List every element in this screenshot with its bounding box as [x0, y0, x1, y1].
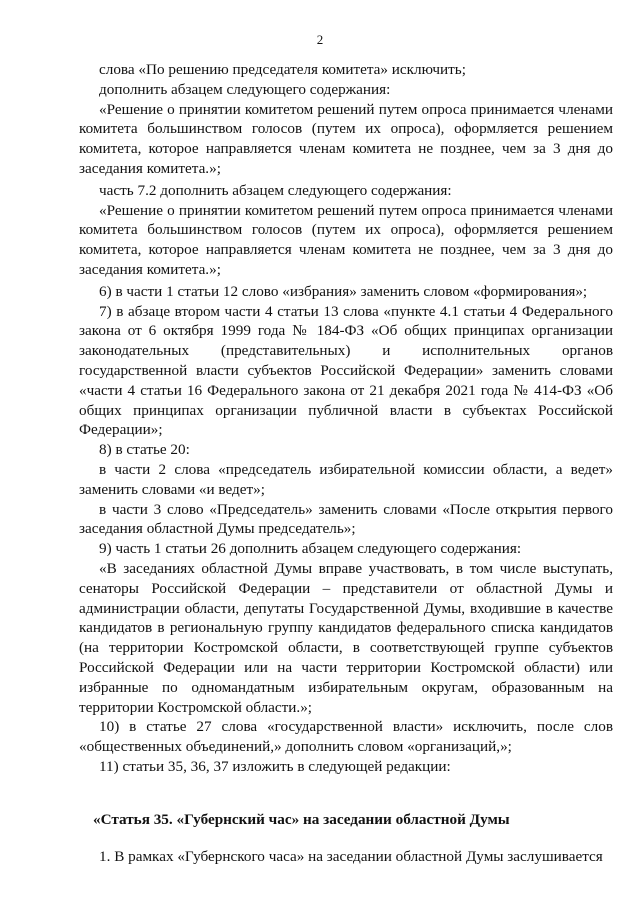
paragraph-7: 7) в абзаце втором части 4 статьи 13 слова «пункте 4.1 статьи 4 Федерального закона от 6 октября 1999 года № 184-ФЗ «Об общих принципах организации законодательных (представительных) и исполнительных органов государственной власти субъектов Российской Федерации» заменить словами «части 4 статьи 16 Федерального закона от 21 декабря 2021 года № 414-ФЗ «Об общих принципах организации публичной власти в субъектах Российской Федерации»;: [79, 302, 613, 439]
paragraph-10: в части 3 слово «Председатель» заменить словами «После открытия первого заседания областной Думы председатель»;: [79, 500, 613, 538]
paragraph-13: 10) в статье 27 слова «государственной власти» исключить, после слов «общественных объединений,» дополнить словом «организаций,»;: [79, 718, 613, 756]
page-number: 2: [316, 32, 324, 47]
document-body: [79, 60, 613, 867]
paragraph-1: слова «По решению председателя комитета» исключить;: [99, 61, 466, 78]
paragraph-6: 6) в части 1 статьи 12 слово «избрания» заменить словом «формирования»;: [99, 282, 588, 300]
paragraph-9: в части 2 слова «председатель избирательной комиссии области, а ведет» заменить словами «и ведет»;: [79, 460, 613, 498]
paragraph-2: дополнить абзацем следующего содержания:: [99, 80, 391, 98]
paragraph-8: 8) в статье 20:: [99, 441, 190, 459]
paragraph-14: 11) статьи 35, 36, 37 изложить в следующей редакции:: [99, 757, 451, 775]
paragraph-11: 9) часть 1 статьи 26 дополнить абзацем следующего содержания:: [99, 540, 522, 558]
paragraph-12: «В заседаниях областной Думы вправе участвовать, в том числе выступать, сенаторы Российской Федерации – представители от областной Думы и администрации области, депутаты Государственной Думы, входившие в качестве кандидатов в региональную группу кандидатов федерального списка кандидатов (на территории Костромской области, в соответствующей группе субъектов Российской Федерации или на части территории Костромской области) или избранные по одномандатным избирательным округам, образованным на территории Костромской области.»;: [79, 559, 613, 716]
paragraph-4: часть 7.2 дополнить абзацем следующего содержания:: [99, 181, 452, 199]
final-paragraph: 1. В рамках «Губернского часа» на заседании областной Думы заслушивается: [99, 848, 603, 866]
paragraph-5: «Решение о принятии комитетом решений путем опроса принимается членами комитета большинством голосов (путем их опроса), оформляется решением комитета, которое направляется членам комитета не позднее, чем за 3 дня до заседания комитета.»;: [79, 201, 613, 278]
paragraph-3: «Решение о принятии комитетом решений путем опроса принимается членами комитета большинством голосов (путем их опроса), оформляется решением комитета, которое направляется членам комитета не позднее, чем за 3 дня до заседания комитета.»;: [79, 100, 613, 177]
article-heading: «Статья 35. «Губернский час» на заседании областной Думы: [93, 810, 510, 828]
